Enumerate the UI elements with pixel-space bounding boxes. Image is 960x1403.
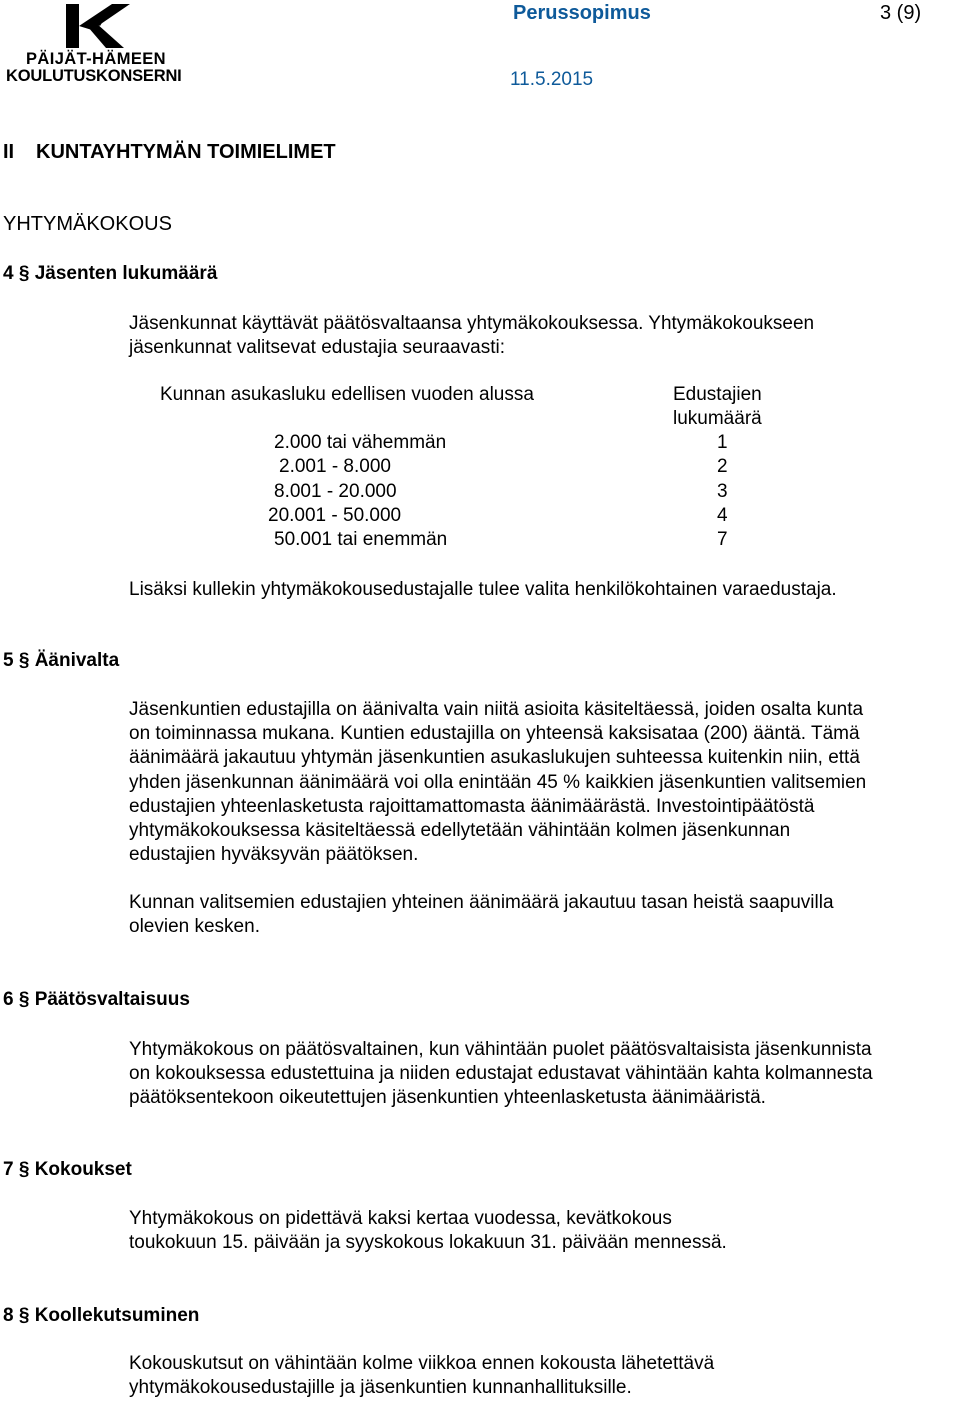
section-5-heading: 5 § Äänivalta [3, 650, 120, 671]
org-name-line2: KOULUTUSKONSERNI [6, 67, 182, 85]
page-number: 3 (9) [880, 2, 922, 24]
paragraph-line: Yhtymäkokous on päätösvaltainen, kun vähintään puolet päätösvaltaisista jäsenkunnista [129, 1039, 872, 1060]
paragraph-line: edustajien hyväksyvän päätöksen. [129, 844, 419, 866]
paragraph-line: on toiminnassa mukana. Kuntien edustajilla on yhteensä kaksisataa (200) ääntä. Tämä [129, 723, 860, 745]
chapter-heading [3, 140, 336, 164]
section-6-heading: 6 § Päätösvaltaisuus [3, 989, 190, 1010]
document-date: 11.5.2015 [510, 69, 594, 90]
table-header-representatives-2: lukumäärä [673, 408, 762, 429]
table-cell-representatives: 7 [717, 529, 728, 550]
table-cell-representatives: 4 [717, 505, 728, 526]
paragraph-line: Kokouskutsut on vähintään kolme viikkoa ennen kokousta lähetettävä [129, 1353, 715, 1374]
table-cell-population: 50.001 tai enemmän [274, 529, 448, 550]
section-7-heading: 7 § Kokoukset [3, 1159, 132, 1180]
document-title: Perussopimus [513, 2, 651, 24]
table-cell-population: 20.001 - 50.000 [268, 505, 402, 526]
section-6-paragraph [129, 1038, 957, 1111]
paragraph-line: Jäsenkuntien edustajilla on äänivalta vain niitä asioita käsiteltäessä, joiden osalta kunta [129, 699, 864, 720]
section-8-heading: 8 § Koollekutsuminen [3, 1305, 200, 1326]
k-logo-icon [62, 2, 134, 50]
chapter-title: KUNTAYHTYMÄN TOIMIELIMET [36, 141, 336, 163]
section-4-heading: 4 § Jäsenten lukumäärä [3, 263, 218, 284]
paragraph-line: yhtymäkokousedustajille ja jäsenkuntien kunnanhallituksille. [129, 1377, 632, 1399]
table-cell-representatives: 1 [717, 432, 728, 453]
paragraph-line: on kokouksessa edustettuina ja niiden edustajat edustavat vähintään kahta kolmannesta [129, 1063, 873, 1085]
org-name-line1: PÄIJÄT-HÄMEEN [26, 50, 166, 68]
paragraph-line: Jäsenkunnat käyttävät päätösvaltaansa yhtymäkokouksessa. Yhtymäkokoukseen [129, 313, 815, 334]
section-7-paragraph [129, 1207, 957, 1255]
paragraph-line: jäsenkunnat valitsevat edustajia seuraavasti: [129, 337, 506, 359]
chapter-number: II [3, 141, 15, 163]
table-cell-population: 2.000 tai vähemmän [274, 432, 447, 453]
paragraph-line: olevien kesken. [129, 916, 260, 938]
organization-logo [4, 0, 194, 88]
paragraph-line: Kunnan valitsemien edustajien yhteinen äänimäärä jakautuu tasan heistä saapuvilla [129, 892, 834, 913]
paragraph-line: yhden jäsenkunnan äänimäärä voi olla enintään 45 % kaikkien jäsenkuntien valitsemien [129, 771, 867, 793]
paragraph-line: Lisäksi kullekin yhtymäkokousedustajalle tulee valita henkilökohtainen varaedustaja. [129, 579, 837, 600]
paragraph-line: äänimäärä jakautuu yhtymän jäsenkuntien asukaslukujen suhteessa kuitenkin niin, että [129, 747, 860, 769]
paragraph-line: yhtymäkokouksessa käsiteltäessä edellytetään vähintään kolmen jäsenkunnan [129, 820, 791, 842]
organ-heading: YHTYMÄKOKOUS [3, 213, 172, 235]
table-cell-representatives: 3 [717, 481, 728, 502]
table-cell-population: 8.001 - 20.000 [274, 481, 397, 502]
table-cell-representatives: 2 [717, 456, 728, 477]
paragraph-line: toukokuun 15. päivään ja syyskokous lokakuun 31. päivään mennessä. [129, 1232, 727, 1254]
table-header-representatives-1: Edustajien [673, 384, 762, 405]
section-4-intro [129, 312, 957, 360]
paragraph-line: Yhtymäkokous on pidettävä kaksi kertaa vuodessa, kevätkokous [129, 1208, 672, 1229]
section-5-paragraph-1 [129, 698, 957, 867]
section-4-note [129, 578, 957, 602]
table-cell-population: 2.001 - 8.000 [279, 456, 391, 477]
paragraph-line: edustajien yhteenlasketusta rajoittamattomasta äänimäärästä. Investointipäätöstä [129, 795, 815, 817]
section-5-paragraph-2 [129, 891, 957, 939]
table-header-population: Kunnan asukasluku edellisen vuoden alussa [160, 384, 534, 405]
section-8-paragraph [129, 1352, 957, 1400]
paragraph-line: päätöksentekoon oikeutettujen jäsenkuntien yhteenlasketusta äänimääristä. [129, 1087, 766, 1109]
